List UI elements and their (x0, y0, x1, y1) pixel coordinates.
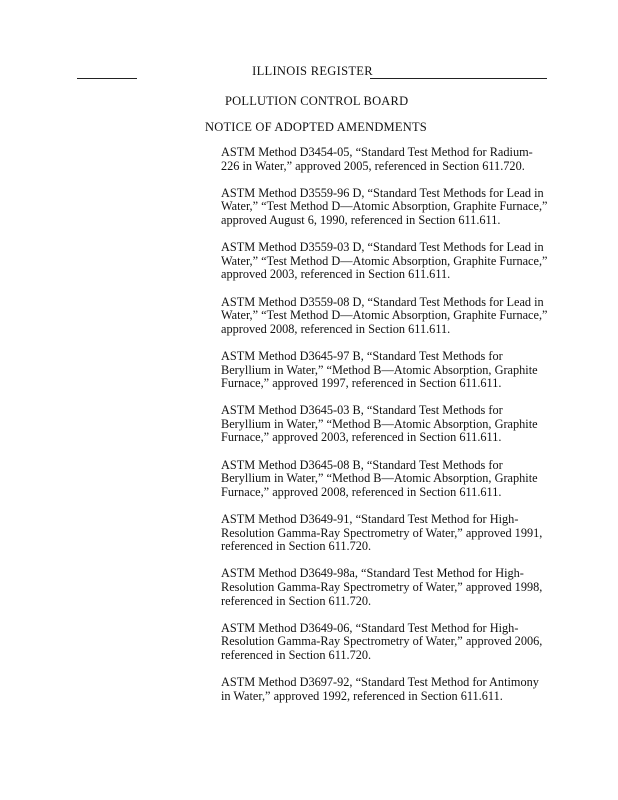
header-rule-left (77, 78, 137, 79)
method-list (221, 146, 551, 717)
list-item: ASTM Method D3559-96 D, “Standard Test Methods for Lead in Water,” “Test Method D—Atomic Absorption, Graphite Furnace,” approved August 6, 1990, referenced in Section 611.611. (221, 185, 548, 227)
list-item: ASTM Method D3454-05, “Standard Test Method for Radium-226 in Water,” approved 2005, referenced in Section 611.720. (221, 145, 533, 173)
list-item: ASTM Method D3649-06, “Standard Test Method for High-Resolution Gamma-Ray Spectrometry of Water,” approved 2006, referenced in Section 611.720. (221, 620, 543, 662)
board-name: POLLUTION CONTROL BOARD (225, 94, 409, 108)
list-item: ASTM Method D3559-08 D, “Standard Test Methods for Lead in Water,” “Test Method D—Atomic Absorption, Graphite Furnace,” approved 2008, referenced in Section 611.611. (221, 294, 548, 336)
register-title: ILLINOIS REGISTER (252, 64, 373, 78)
list-item: ASTM Method D3645-03 B, “Standard Test Methods for Beryllium in Water,” “Method B—Atomic Absorption, Graphite Furnace,” approved 2003, referenced in Section 611.611. (221, 403, 538, 445)
list-item: ASTM Method D3697-92, “Standard Test Method for Antimony in Water,” approved 1992, referenced in Section 611.611. (221, 675, 539, 703)
list-item: ASTM Method D3649-91, “Standard Test Method for High-Resolution Gamma-Ray Spectrometry of Water,” approved 1991, referenced in Section 611.720. (221, 512, 543, 554)
header-rule-right (370, 78, 547, 79)
list-item: ASTM Method D3559-03 D, “Standard Test Methods for Lead in Water,” “Test Method D—Atomic Absorption, Graphite Furnace,” approved 2003, referenced in Section 611.611. (221, 240, 548, 282)
list-item: ASTM Method D3645-97 B, “Standard Test Methods for Beryllium in Water,” “Method B—Atomic Absorption, Graphite Furnace,” approved 1997, referenced in Section 611.611. (221, 348, 538, 391)
list-item: ASTM Method D3649-98a, “Standard Test Method for High-Resolution Gamma-Ray Spectrometry of Water,” approved 1998, referenced in Section 611.720. (221, 566, 543, 608)
notice-heading: NOTICE OF ADOPTED AMENDMENTS (205, 120, 427, 134)
list-item: ASTM Method D3645-08 B, “Standard Test Methods for Beryllium in Water,” “Method B—Atomic Absorption, Graphite Furnace,” approved 2008, referenced in Section 611.611. (221, 457, 538, 499)
